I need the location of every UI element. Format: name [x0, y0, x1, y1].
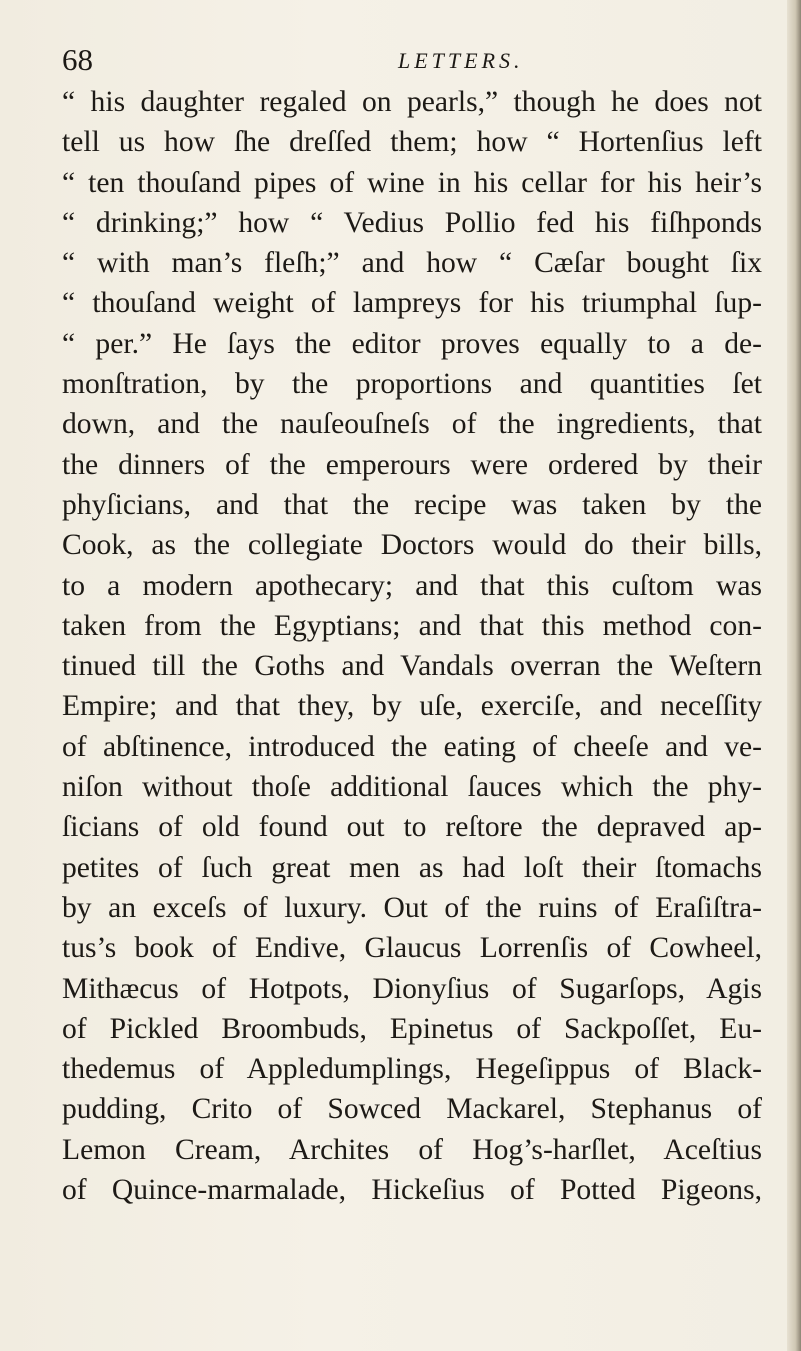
text-line: “ per.” He ſays the editor proves equally to a de-	[62, 327, 762, 360]
text-line: by an exceſs of luxury. Out of the ruins of Eraſiſtra-	[62, 891, 762, 924]
text-line: of Quince-marmalade, Hickeſius of Potted Pigeons,	[62, 1174, 762, 1207]
text-line: tinued till the Goths and Vandals overran the Weſtern	[62, 650, 762, 683]
text-line: phyſicians, and that the recipe was taken by the	[62, 488, 762, 521]
running-head: LETTERS.	[398, 48, 524, 73]
text-line: “ his daughter regaled on pearls,” though he does not	[62, 86, 762, 118]
page-header	[62, 42, 762, 82]
text-line: the dinners of the emperours were ordered by their	[62, 448, 762, 481]
text-line: monſtration, by the proportions and quantities ſet	[62, 368, 762, 401]
page-number: 68	[62, 42, 93, 77]
page-edge-shadow	[787, 0, 801, 1351]
text-line: tell us how ſhe dreſſed them; how “ Hortenſius left	[62, 126, 762, 159]
text-line: to a modern apothecary; and that this cuſtom was	[62, 569, 762, 602]
text-line: “ with man’s fleſh;” and how “ Cæſar bought ſix	[62, 247, 762, 280]
text-line: pudding, Crito of Sowced Mackarel, Stephanus of	[62, 1093, 762, 1126]
text-line: thedemus of Appledumplings, Hegeſippus of Black-	[62, 1053, 762, 1086]
text-line: ſicians of old found out to reſtore the depraved ap-	[62, 811, 762, 844]
text-line: of abſtinence, introduced the eating of cheeſe and ve-	[62, 730, 762, 763]
body-text	[62, 82, 762, 1210]
text-line: tus’s book of Endive, Glaucus Lorrenſis of Cowheel,	[62, 932, 762, 965]
text-line: taken from the Egyptians; and that this method con-	[62, 609, 762, 642]
text-line: down, and the nauſeouſneſs of the ingredients, that	[62, 408, 762, 441]
text-line: petites of ſuch great men as had loſt their ſtomachs	[62, 851, 762, 884]
text-line: “ drinking;” how “ Vedius Pollio fed his fiſhponds	[62, 206, 762, 239]
text-line: of Pickled Broombuds, Epinetus of Sackpoſſet, Eu-	[62, 1012, 762, 1045]
text-line: Empire; and that they, by uſe, exerciſe, and neceſſity	[62, 690, 762, 723]
text-line: “ ten thouſand pipes of wine in his cellar for his heir’s	[62, 166, 762, 199]
text-line: “ thouſand weight of lampreys for his triumphal ſup-	[62, 287, 762, 320]
text-line: Mithæcus of Hotpots, Dionyſius of Sugarſops, Agis	[62, 972, 762, 1005]
text-line: Lemon Cream, Archites of Hog’s-harſlet, Aceſtius	[62, 1133, 762, 1166]
text-line: Cook, as the collegiate Doctors would do their bills,	[62, 529, 762, 562]
text-line: niſon without thoſe additional ſauces which the phy-	[62, 771, 762, 804]
